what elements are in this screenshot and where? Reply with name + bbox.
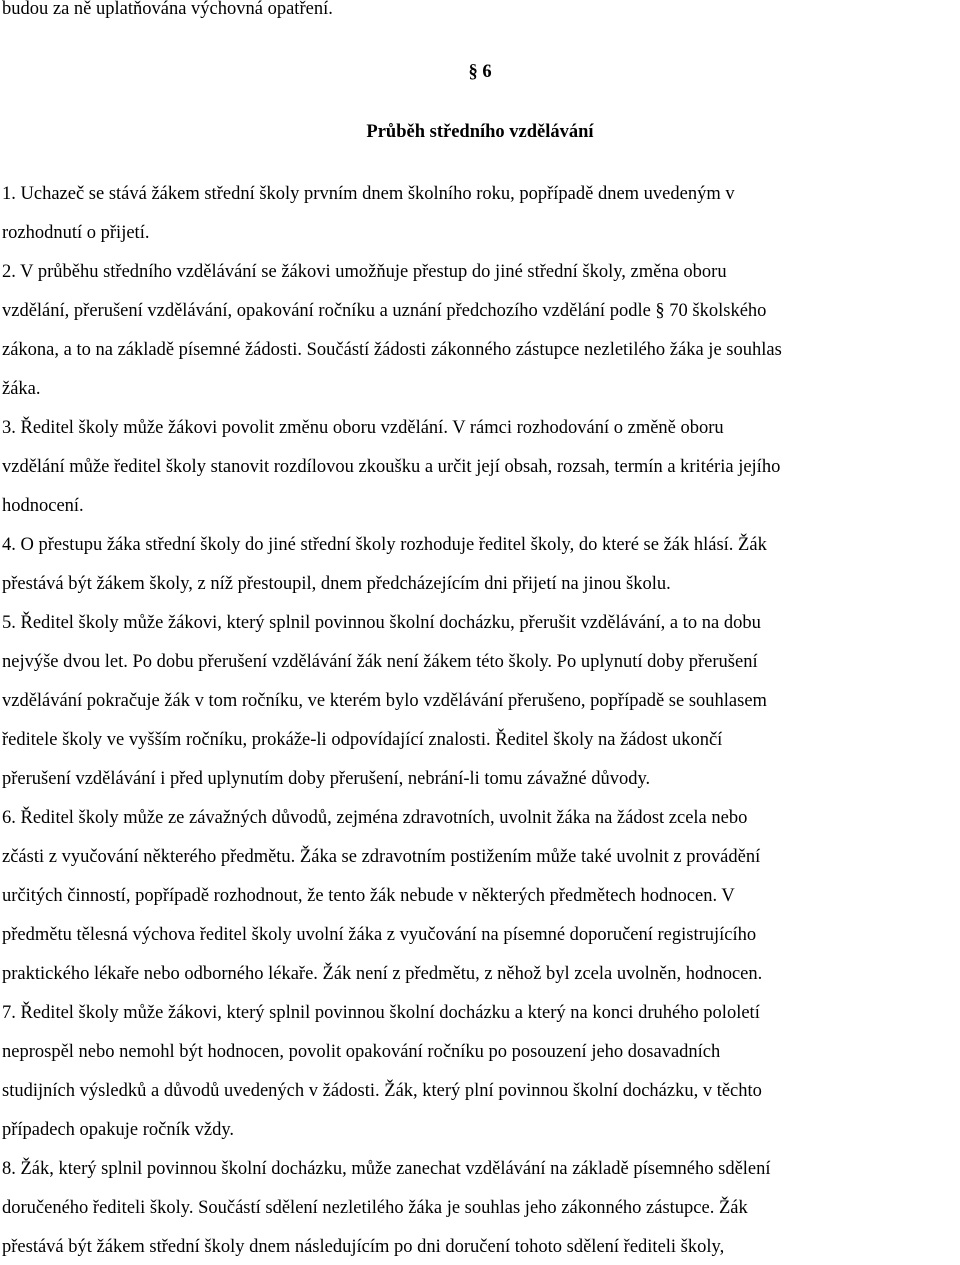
text-line: praktického lékaře nebo odborného lékaře. Žák není z předmětu, z něhož byl zcela uvolněn, hodnocen. bbox=[2, 964, 763, 984]
text-line: vzdělání může ředitel školy stanovit rozdílovou zkoušku a určit její obsah, rozsah, termín a kritéria jejího bbox=[2, 457, 781, 477]
text-line: přerušení vzdělávání i před uplynutím doby přerušení, nebrání-li tomu závažné důvody. bbox=[2, 769, 651, 789]
text-line: předmětu tělesná výchova ředitel školy uvolní žáka z vyučování na písemné doporučení registrujícího bbox=[2, 925, 757, 945]
text-line: 7. Ředitel školy může žákovi, který splnil povinnou školní docházku a který na konci druhého pololetí bbox=[2, 1003, 760, 1023]
text-line: případech opakuje ročník vždy. bbox=[2, 1120, 235, 1140]
text-line: rozhodnutí o přijetí. bbox=[2, 223, 150, 243]
text-line: ředitele školy ve vyšším ročníku, prokáže-li odpovídající znalosti. Ředitel školy na žádost ukončí bbox=[2, 730, 723, 750]
text-line: určitých činností, popřípadě rozhodnout, že tento žák nebude v některých předmětech hodnocen. V bbox=[2, 886, 735, 906]
text-line: 5. Ředitel školy může žákovi, který splnil povinnou školní docházku, přerušit vzdělávání, a to na dobu bbox=[2, 613, 761, 633]
section-title: Průběh středního vzdělávání bbox=[366, 122, 594, 142]
text-line: 1. Uchazeč se stává žákem střední školy prvním dnem školního roku, popřípadě dnem uvedeným v bbox=[2, 184, 735, 204]
text-line: doručeného řediteli školy. Součástí sdělení nezletilého žáka je souhlas jeho zákonného zástupce. Žák bbox=[2, 1198, 748, 1218]
text-line: zákona, a to na základě písemné žádosti. Součástí žádosti zákonného zástupce nezletilého žáka je souhlas bbox=[2, 340, 782, 360]
text-line: 8. Žák, který splnil povinnou školní docházku, může zanechat vzdělávání na základě písemného sdělení bbox=[2, 1159, 771, 1179]
text-line: vzdělávání pokračuje žák v tom ročníku, ve kterém bylo vzdělávání přerušeno, popřípadě se souhlasem bbox=[2, 691, 767, 711]
text-line: přestává být žákem školy, z níž přestoupil, dnem předcházejícím dni přijetí na jinou školu. bbox=[2, 574, 671, 594]
text-line: neprospěl nebo nemohl být hodnocen, povolit opakování ročníku po posouzení jeho dosavadních bbox=[2, 1042, 721, 1062]
text-line: zčásti z vyučování některého předmětu. Žáka se zdravotním postižením může také uvolnit z provádění bbox=[2, 847, 761, 867]
text-line: 4. O přestupu žáka střední školy do jiné střední školy rozhoduje ředitel školy, do které se žák hlásí. Žák bbox=[2, 535, 767, 555]
text-line: přestává být žákem střední školy dnem následujícím po dni doručení tohoto sdělení řediteli školy, bbox=[2, 1237, 725, 1257]
text-line: studijních výsledků a důvodů uvedených v žádosti. Žák, který plní povinnou školní docházku, v těchto bbox=[2, 1081, 762, 1101]
text-line: budou za ně uplatňována výchovná opatření. bbox=[2, 0, 333, 19]
section-number: § 6 bbox=[468, 62, 492, 82]
text-line: nejvýše dvou let. Po dobu přerušení vzdělávání žák není žákem této školy. Po uplynutí doby přerušení bbox=[2, 652, 758, 672]
text-line: 6. Ředitel školy může ze závažných důvodů, zejména zdravotních, uvolnit žáka na žádost zcela nebo bbox=[2, 808, 748, 828]
text-line: hodnocení. bbox=[2, 496, 84, 516]
text-line: 2. V průběhu středního vzdělávání se žákovi umožňuje přestup do jiné střední školy, změna oboru bbox=[2, 262, 727, 282]
text-line: žáka. bbox=[2, 379, 41, 399]
text-line: 3. Ředitel školy může žákovi povolit změnu oboru vzdělání. V rámci rozhodování o změně oboru bbox=[2, 418, 724, 438]
text-line: vzdělání, přerušení vzdělávání, opakování ročníku a uznání předchozího vzdělání podle § 70 školského bbox=[2, 301, 767, 321]
